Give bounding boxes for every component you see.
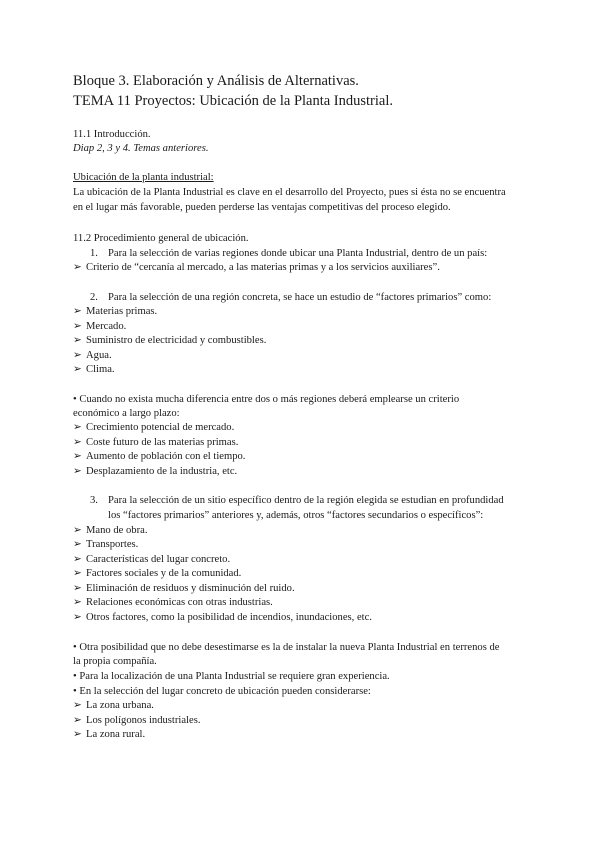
list-item: ➢ Desplazamiento de la industria, etc. (73, 466, 238, 477)
arrow-bullet-icon: ➢ (73, 321, 82, 332)
list-item: ➢ Clima. (73, 364, 115, 375)
step-text: Para la selección de un sitio específico dentro de la región elegida se estudian en profundidad (108, 495, 504, 506)
arrow-bullet-icon: ➢ (73, 364, 82, 375)
topic-title: TEMA 11 Proyectos: Ubicación de la Planta Industrial. (73, 93, 394, 109)
bullet-icon: • (73, 642, 77, 653)
intro-heading: 11.1 Introducción. (73, 129, 151, 140)
list-item: ➢ Aumento de población con el tiempo. (73, 451, 246, 462)
list-item: ➢ La zona rural. (73, 729, 146, 740)
step-2 (90, 291, 491, 305)
final-paragraph-cont: la propia compañía. (73, 656, 157, 667)
step-1 (90, 247, 487, 261)
list-item: ➢ Coste futuro de las materias primas. (73, 437, 239, 448)
step-number: 3. (90, 495, 98, 506)
location-heading: Ubicación de la planta industrial: (73, 172, 214, 183)
arrow-bullet-icon: ➢ (73, 583, 82, 594)
list-item: ➢ Suministro de electricidad y combustibles. (73, 335, 267, 346)
bullet-icon: • (73, 671, 77, 682)
list-item: ➢ Mano de obra. (73, 525, 148, 536)
list-item: ➢ Criterio de “cercanía al mercado, a las materias primas y a los servicios auxiliares”. (73, 262, 440, 273)
list-item: ➢ Materias primas. (73, 306, 158, 317)
list-item: ➢ Los polígonos industriales. (73, 715, 201, 726)
arrow-bullet-icon: ➢ (73, 700, 82, 711)
step-text-cont: los “factores primarios” anteriores y, además, otros “factores secundarios o específicos”: (108, 510, 484, 521)
arrow-bullet-icon: ➢ (73, 715, 82, 726)
economic-criterion: • Cuando no exista mucha diferencia entre dos o más regiones deberá emplearse un criterio (73, 394, 460, 405)
arrow-bullet-icon: ➢ (73, 422, 82, 433)
block-title: Bloque 3. Elaboración y Análisis de Alternativas. (73, 73, 359, 89)
list-item: ➢ Características del lugar concreto. (73, 554, 231, 565)
bullet-icon: • (73, 394, 77, 405)
final-paragraph: • Otra posibilidad que no debe desestimarse es la de instalar la nueva Planta Industrial en terrenos de (73, 642, 500, 653)
list-item: ➢ La zona urbana. (73, 700, 154, 711)
arrow-bullet-icon: ➢ (73, 729, 82, 740)
intro-note: Diap 2, 3 y 4. Temas anteriores. (73, 143, 209, 154)
list-item: ➢ Factores sociales y de la comunidad. (73, 568, 242, 579)
economic-criterion-cont: económico a largo plazo: (73, 408, 180, 419)
procedure-heading: 11.2 Procedimiento general de ubicación. (73, 233, 249, 244)
list-item: ➢ Transportes. (73, 539, 139, 550)
step-text: Para la selección de una región concreta, se hace un estudio de “factores primarios” como: (108, 292, 492, 303)
arrow-bullet-icon: ➢ (73, 539, 82, 550)
list-item: ➢ Mercado. (73, 321, 127, 332)
list-item: ➢ Eliminación de residuos y disminución del ruido. (73, 583, 295, 594)
arrow-bullet-icon: ➢ (73, 306, 82, 317)
arrow-bullet-icon: ➢ (73, 335, 82, 346)
location-text-line: en el lugar más favorable, pueden perderse las ventajas competitivas del proceso elegido. (73, 202, 451, 213)
final-paragraph: • Para la localización de una Planta Industrial se requiere gran experiencia. (73, 671, 390, 682)
final-paragraph: • En la selección del lugar concreto de ubicación pueden considerarse: (73, 686, 371, 697)
arrow-bullet-icon: ➢ (73, 451, 82, 462)
bullet-icon: • (73, 686, 77, 697)
arrow-bullet-icon: ➢ (73, 437, 82, 448)
step-number: 1. (90, 248, 98, 259)
arrow-bullet-icon: ➢ (73, 525, 82, 536)
list-item: ➢ Crecimiento potencial de mercado. (73, 422, 235, 433)
list-item: ➢ Agua. (73, 350, 112, 361)
step-number: 2. (90, 292, 98, 303)
list-item: ➢ Relaciones económicas con otras industrias. (73, 597, 273, 608)
arrow-bullet-icon: ➢ (73, 568, 82, 579)
arrow-bullet-icon: ➢ (73, 262, 82, 273)
arrow-bullet-icon: ➢ (73, 466, 82, 477)
step-3 (90, 494, 504, 508)
location-text-line: La ubicación de la Planta Industrial es clave en el desarrollo del Proyecto, pues si ésta no se encuentra (73, 187, 506, 198)
arrow-bullet-icon: ➢ (73, 597, 82, 608)
list-item: ➢ Otros factores, como la posibilidad de incendios, inundaciones, etc. (73, 612, 372, 623)
arrow-bullet-icon: ➢ (73, 612, 82, 623)
arrow-bullet-icon: ➢ (73, 350, 82, 361)
arrow-bullet-icon: ➢ (73, 554, 82, 565)
step-text: Para la selección de varias regiones donde ubicar una Planta Industrial, dentro de un país: (108, 248, 488, 259)
